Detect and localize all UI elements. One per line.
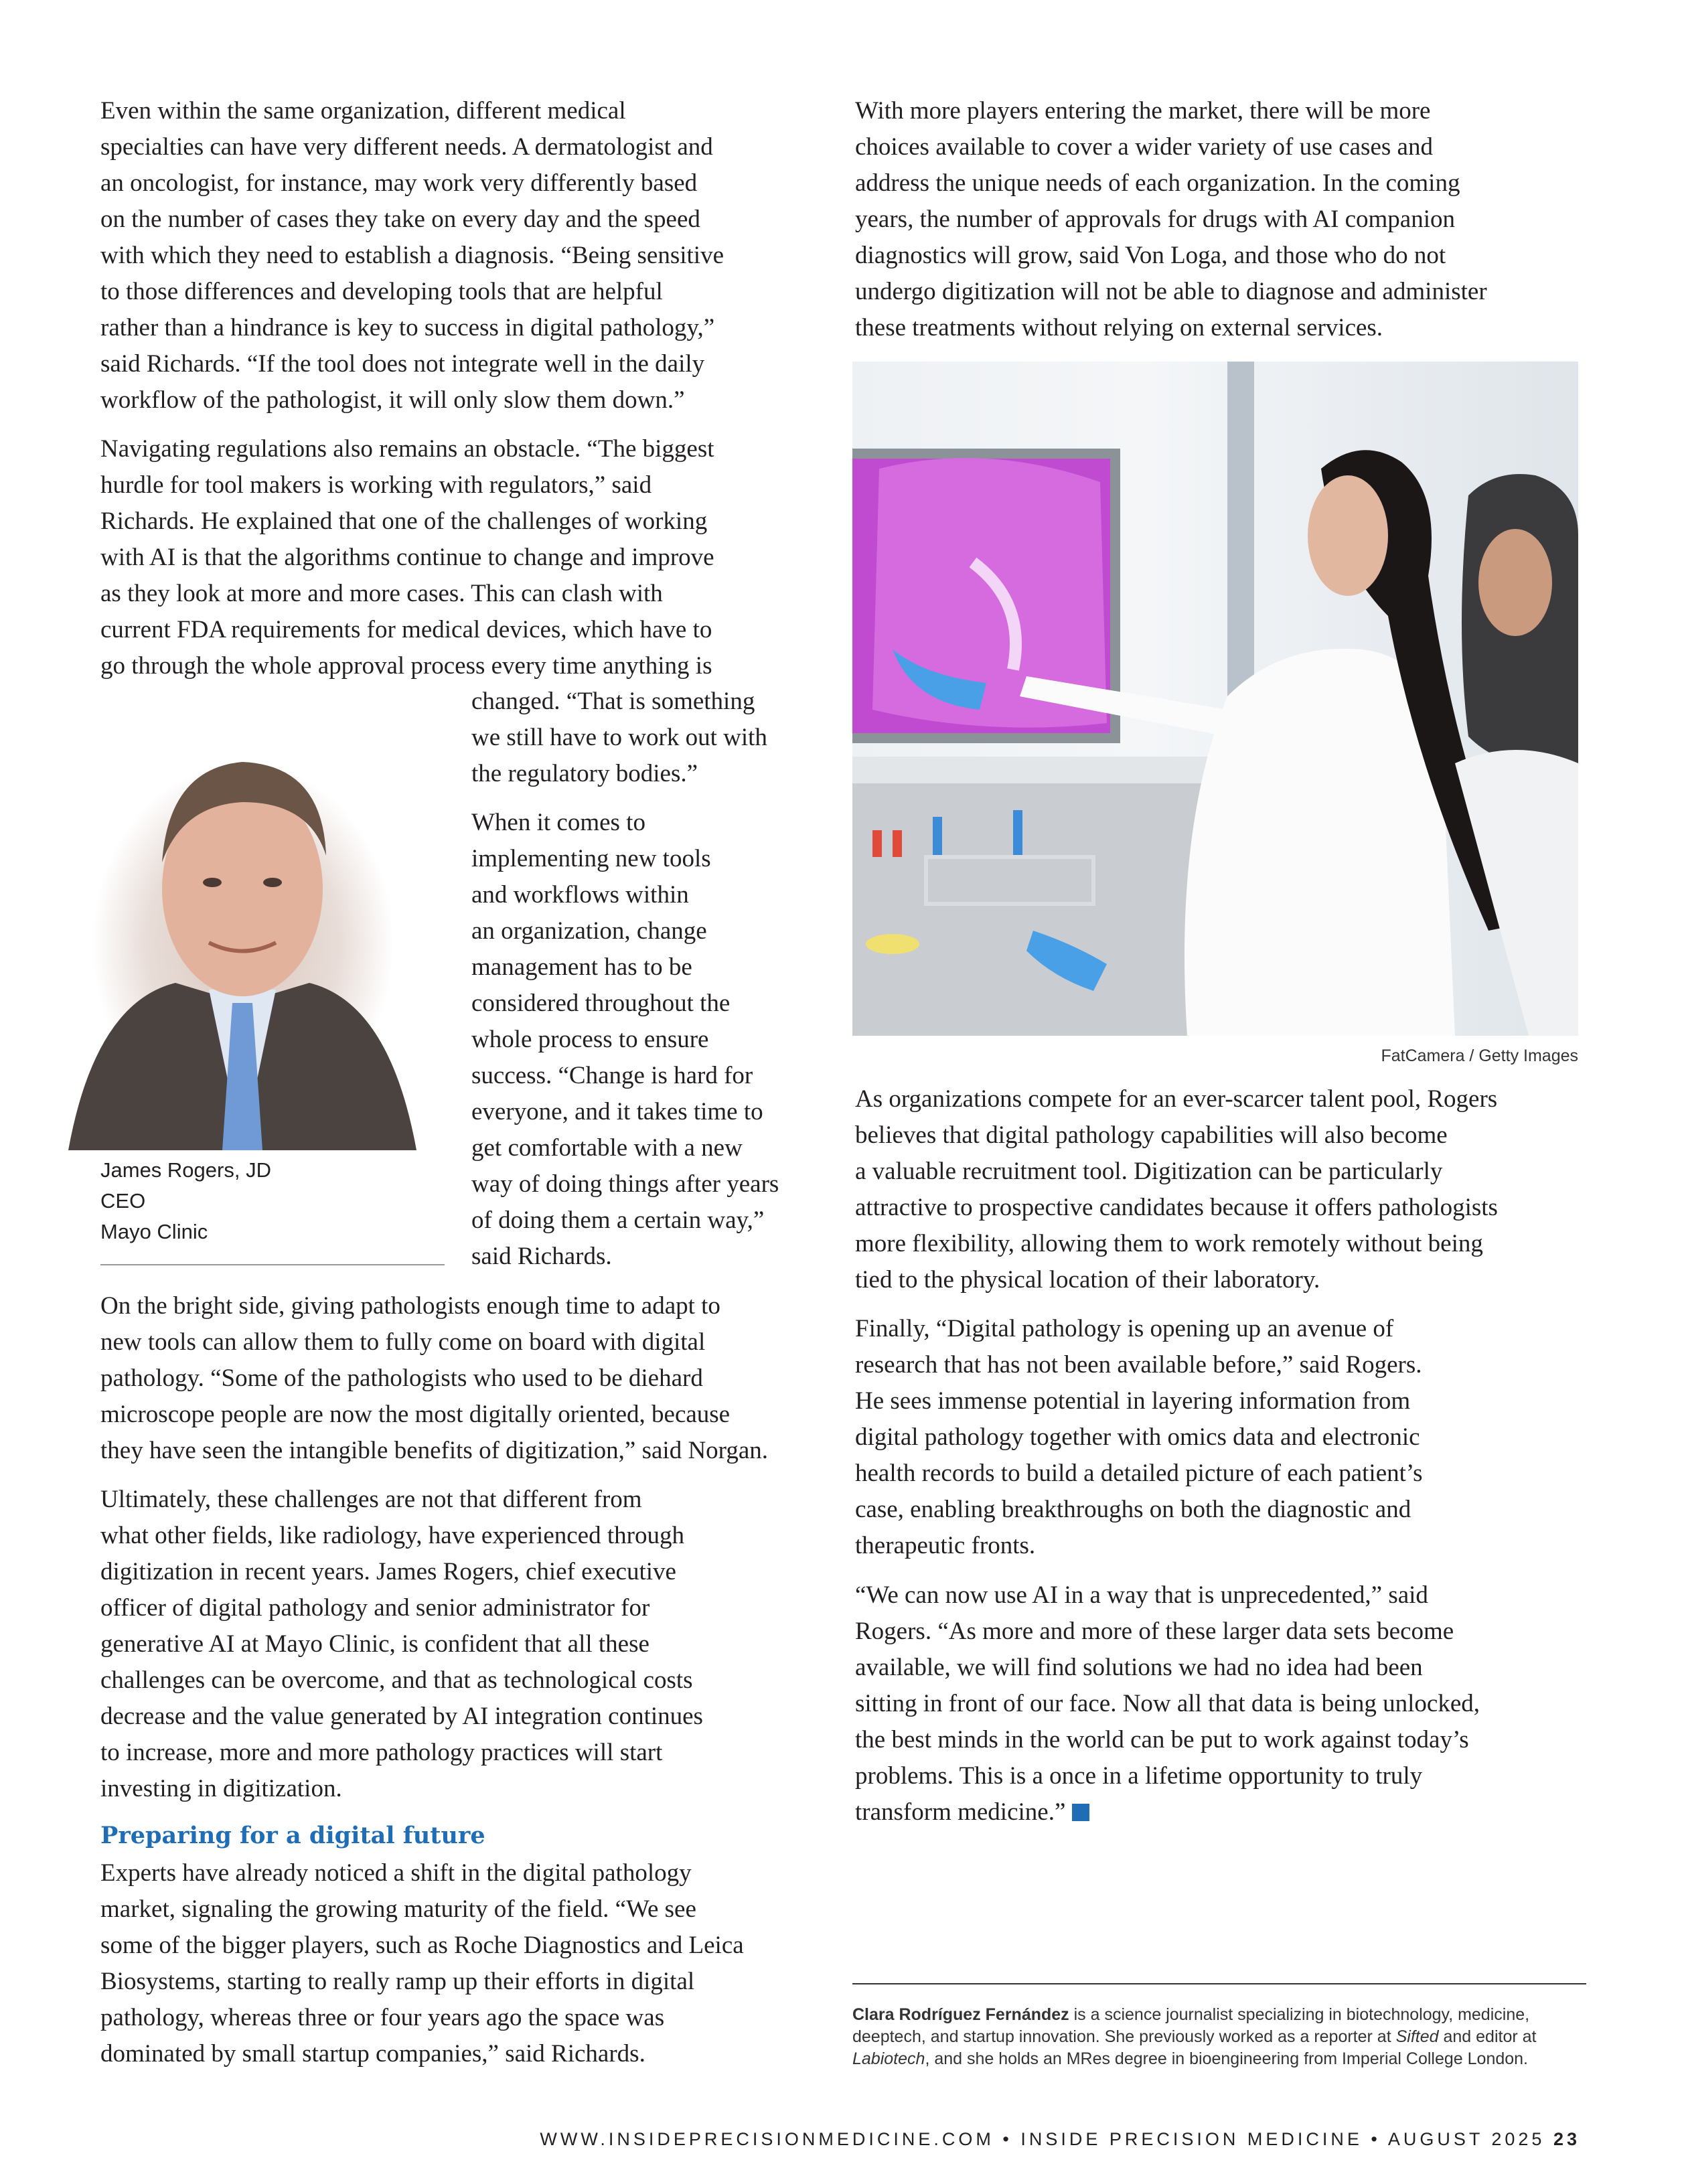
text-line: [100, 1928, 744, 1964]
text-line-content: pathology, whereas three or four years ago the space was: [100, 2004, 665, 2031]
text-line: [855, 1492, 1423, 1528]
text-line-content: “We can now use AI in a way that is unprecedented,” said: [855, 1581, 1428, 1609]
text-line-content: generative AI at Mayo Clinic, is confident that all these: [100, 1630, 649, 1658]
text-line-content: officer of digital pathology and senior administrator for: [100, 1594, 650, 1622]
text-line: [100, 503, 714, 540]
text-line: [471, 684, 767, 720]
text-line-content: said Richards.: [471, 1243, 612, 1270]
author-bio: [852, 2004, 1536, 2070]
text-line-content: attractive to prospective candidates because it offers pathologists: [855, 1194, 1498, 1221]
text-line: [100, 1626, 703, 1662]
text-line: [100, 2036, 744, 2072]
text-line-content: market, signaling the growing maturity of the field. “We see: [100, 1895, 696, 1923]
bio-divider: [852, 1983, 1586, 1984]
paragraph: [855, 93, 1487, 346]
text-line-content: microscope people are now the most digitally oriented, because: [100, 1401, 731, 1428]
text-line-content: available, we will find solutions we had no idea had been: [855, 1654, 1423, 1681]
text-line: [471, 1202, 779, 1239]
text-line-content: with which they need to establish a diagnosis. “Being sensitive: [100, 242, 724, 269]
text-line-content: workflow of the pathologist, it will only slow them down.”: [100, 386, 685, 414]
text-line: [100, 1590, 703, 1626]
text-line-content: with AI is that the algorithms continue to change and improve: [100, 544, 714, 571]
text-line: [100, 382, 724, 418]
text-line-content: On the bright side, giving pathologists enough time to adapt to: [100, 1292, 720, 1320]
text-line-content: decrease and the value generated by AI integration continues: [100, 1703, 703, 1730]
text-line: [100, 238, 724, 274]
text-line: [855, 1650, 1480, 1686]
text-line-content: Richards. He explained that one of the challenges of working: [100, 508, 708, 535]
text-line: [100, 1518, 703, 1554]
text-line-content: Ultimately, these challenges are not that different from: [100, 1486, 642, 1513]
text-line: [100, 346, 724, 382]
text-line: [100, 467, 714, 503]
text-line-content: therapeutic fronts.: [855, 1532, 1036, 1559]
text-line: [855, 93, 1487, 129]
text-line: [471, 1130, 779, 1166]
text-line: [855, 274, 1487, 310]
paragraph: [855, 1577, 1480, 1830]
text-line: [855, 310, 1487, 346]
end-of-article-mark: [1072, 1804, 1089, 1821]
text-line-content: current FDA requirements for medical devices, which have to: [100, 616, 712, 643]
caption-org: Mayo Clinic: [100, 1220, 208, 1243]
paragraph: [471, 684, 767, 792]
text-line: [855, 1528, 1423, 1564]
text-line-content: implementing new tools: [471, 845, 711, 872]
text-line-content: management has to be: [471, 953, 692, 981]
text-line: [855, 1117, 1498, 1154]
text-line-content: some of the bigger players, such as Roche Diagnostics and Leica: [100, 1932, 744, 1959]
text-line-content: success. “Change is hard for: [471, 1062, 753, 1089]
text-line-content: years, the number of approvals for drugs with AI companion: [855, 206, 1456, 233]
text-line: [471, 1166, 779, 1202]
caption-divider: [100, 1264, 445, 1265]
text-line-content: as they look at more and more cases. This can clash with: [100, 580, 663, 607]
text-line-content: and workflows within: [471, 881, 689, 909]
publication-name: Labiotech: [852, 2049, 925, 2068]
text-line: [855, 1577, 1480, 1614]
paragraph: [855, 1311, 1423, 1564]
text-line-content: whole process to ensure: [471, 1026, 709, 1053]
text-line: [855, 1347, 1423, 1383]
text-line: [471, 1094, 779, 1130]
footer-text: WWW.INSIDEPRECISIONMEDICINE.COM • INSIDE PRECISION MEDICINE • AUGUST 2025: [540, 2129, 1553, 2149]
text-line-content: transform medicine.”: [855, 1798, 1066, 1826]
text-line: [855, 1456, 1423, 1492]
text-line: [471, 913, 779, 949]
text-line: [471, 805, 779, 841]
text-line: [100, 2000, 744, 2036]
text-line: [855, 1262, 1498, 1298]
text-line-content: said Richards. “If the tool does not integrate well in the daily: [100, 350, 705, 378]
lab-scene-illustration: [852, 362, 1578, 1036]
text-line-content: changed. “That is something: [471, 688, 755, 715]
text-line-content: Navigating regulations also remains an obstacle. “The biggest: [100, 435, 714, 463]
paragraph: [100, 1288, 768, 1469]
text-line-content: believes that digital pathology capabilities will also become: [855, 1121, 1448, 1149]
text-line-content: of doing them a certain way,”: [471, 1206, 765, 1234]
text-line-content: to increase, more and more pathology practices will start: [100, 1739, 663, 1766]
text-line-content: get comfortable with a new: [471, 1134, 743, 1162]
text-line-content: the regulatory bodies.”: [471, 760, 698, 787]
text-line: [855, 129, 1487, 165]
text-line-content: to those differences and developing tools that are helpful: [100, 278, 663, 305]
text-line-content: these treatments without relying on external services.: [855, 314, 1383, 341]
text-line: [471, 986, 779, 1022]
text-line: [855, 1311, 1423, 1347]
paragraph: [855, 1081, 1498, 1298]
text-line: [100, 165, 724, 202]
section-heading: Preparing for a digital future: [100, 1822, 485, 1849]
text-line-content: address the unique needs of each organization. In the coming: [855, 169, 1460, 197]
page-number: 23: [1553, 2129, 1580, 2149]
text-line: [100, 1891, 744, 1928]
text-line-content: the best minds in the world can be put to work against today’s: [855, 1726, 1469, 1753]
text-line-content: everyone, and it takes time to: [471, 1098, 763, 1125]
text-line-content: digital pathology together with omics data and electronic: [855, 1423, 1420, 1451]
text-line: [471, 1058, 779, 1094]
text-line: [471, 756, 767, 792]
text-line: [100, 93, 724, 129]
text-line: [855, 165, 1487, 202]
text-line: [100, 1397, 768, 1433]
text-line-content: When it comes to: [471, 809, 645, 836]
portrait-illustration: [42, 688, 445, 1154]
text-line-content: considered throughout the: [471, 990, 731, 1017]
text-line: [855, 1794, 1480, 1830]
text-line-content: rather than a hindrance is key to success in digital pathology,”: [100, 314, 715, 341]
text-line: [100, 1662, 703, 1699]
text-line-content: dominated by small startup companies,” said Richards.: [100, 2040, 645, 2068]
text-line: [100, 612, 714, 648]
text-line-content: Biosystems, starting to really ramp up their efforts in digital: [100, 1968, 695, 1995]
text-line: [471, 949, 779, 986]
text-line: [855, 1190, 1498, 1226]
text-line-content: undergo digitization will not be able to diagnose and administer: [855, 278, 1487, 305]
text-line-content: new tools can allow them to fully come on board with digital: [100, 1328, 706, 1356]
text-line: [100, 1482, 703, 1518]
bio-text: and editor at: [1438, 2027, 1537, 2046]
text-line: [100, 648, 714, 684]
text-line: [100, 540, 714, 576]
text-line-content: He sees immense potential in layering information from: [855, 1387, 1411, 1415]
text-line-content: problems. This is a once in a lifetime opportunity to truly: [855, 1762, 1423, 1790]
text-line-content: more flexibility, allowing them to work remotely without being: [855, 1230, 1483, 1257]
text-line: [100, 1324, 768, 1360]
text-line: [100, 1699, 703, 1735]
photo-credit: FatCamera / Getty Images: [1381, 1046, 1578, 1065]
publication-name: Sifted: [1395, 2027, 1439, 2046]
caption-title: CEO: [100, 1189, 146, 1213]
text-line: [855, 1722, 1480, 1758]
text-line: [471, 1022, 779, 1058]
text-line-content: Rogers. “As more and more of these larger data sets become: [855, 1618, 1454, 1645]
bio-text: is a science journalist specializing in biotechnology, medicine,: [1069, 2005, 1530, 2024]
text-line: [100, 1360, 768, 1397]
text-line-content: health records to build a detailed picture of each patient’s: [855, 1460, 1423, 1487]
text-line: [100, 202, 724, 238]
text-line-content: an oncologist, for instance, may work very differently based: [100, 169, 698, 197]
text-line: [100, 274, 724, 310]
text-line: [100, 576, 714, 612]
text-line: [471, 1239, 779, 1275]
text-line-content: pathology. “Some of the pathologists who used to be diehard: [100, 1364, 703, 1392]
portrait-caption: [100, 1155, 271, 1247]
text-line: [855, 1383, 1423, 1419]
text-line: [471, 877, 779, 913]
text-line: [855, 1154, 1498, 1190]
text-line: [100, 431, 714, 467]
text-line: [855, 1226, 1498, 1262]
text-line: [100, 1771, 703, 1807]
text-line-content: way of doing things after years: [471, 1170, 779, 1198]
paragraph: [100, 1855, 744, 2072]
bio-text: , and she holds an MRes degree in bioengineering from Imperial College London.: [925, 2049, 1528, 2068]
text-line-content: digitization in recent years. James Rogers, chief executive: [100, 1558, 676, 1585]
text-line-content: diagnostics will grow, said Von Loga, and those who do not: [855, 242, 1446, 269]
text-line: [855, 1081, 1498, 1117]
text-line-content: choices available to cover a wider variety of use cases and: [855, 133, 1433, 161]
text-line-content: what other fields, like radiology, have experienced through: [100, 1522, 684, 1549]
text-line: [100, 310, 724, 346]
text-line: [471, 720, 767, 756]
text-line: [100, 1735, 703, 1771]
text-line-content: specialties can have very different needs. A dermatologist and: [100, 133, 713, 161]
text-line: [471, 841, 779, 877]
portrait-photo: [42, 688, 445, 1154]
text-line-content: sitting in front of our face. Now all that data is being unlocked,: [855, 1690, 1480, 1717]
text-line: [100, 1433, 768, 1469]
text-line: [855, 202, 1487, 238]
text-line-content: Finally, “Digital pathology is opening up an avenue of: [855, 1315, 1394, 1342]
text-line: [100, 1855, 744, 1891]
text-line-content: As organizations compete for an ever-scarcer talent pool, Rogers: [855, 1085, 1498, 1113]
text-line-content: With more players entering the market, there will be more: [855, 97, 1431, 125]
text-line: [100, 129, 724, 165]
text-line: [855, 1419, 1423, 1456]
text-line: [855, 1614, 1480, 1650]
text-line: [855, 1758, 1480, 1794]
text-line-content: we still have to work out with: [471, 724, 767, 751]
paragraph: [100, 1482, 703, 1807]
text-line: [100, 1288, 768, 1324]
text-line-content: on the number of cases they take on every day and the speed: [100, 206, 700, 233]
paragraph: [100, 431, 714, 684]
text-line-content: case, enabling breakthroughs on both the diagnostic and: [855, 1496, 1411, 1523]
text-line-content: a valuable recruitment tool. Digitization can be particularly: [855, 1158, 1443, 1185]
text-line-content: go through the whole approval process every time anything is: [100, 652, 712, 680]
text-line-content: research that has not been available before,” said Rogers.: [855, 1351, 1422, 1379]
text-line-content: Experts have already noticed a shift in the digital pathology: [100, 1859, 692, 1887]
text-line-content: Even within the same organization, different medical: [100, 97, 626, 125]
author-name: Clara Rodríguez Fernández: [852, 2005, 1069, 2024]
bio-text: deeptech, and startup innovation. She previously worked as a reporter at: [852, 2027, 1396, 2046]
text-line-content: challenges can be overcome, and that as technological costs: [100, 1666, 693, 1694]
text-line: [855, 238, 1487, 274]
text-line: [100, 1964, 744, 2000]
text-line-content: hurdle for tool makers is working with regulators,” said: [100, 471, 652, 499]
paragraph: [100, 93, 724, 418]
paragraph: [471, 805, 779, 1275]
text-line-content: tied to the physical location of their laboratory.: [855, 1266, 1320, 1294]
text-line: [855, 1686, 1480, 1722]
text-line: [100, 1554, 703, 1590]
caption-name: James Rogers, JD: [100, 1158, 271, 1182]
page-footer: [540, 2129, 1580, 2150]
lab-photo: [852, 362, 1578, 1036]
text-line-content: investing in digitization.: [100, 1775, 342, 1802]
text-line-content: an organization, change: [471, 917, 707, 945]
text-line-content: they have seen the intangible benefits of digitization,” said Norgan.: [100, 1437, 768, 1464]
